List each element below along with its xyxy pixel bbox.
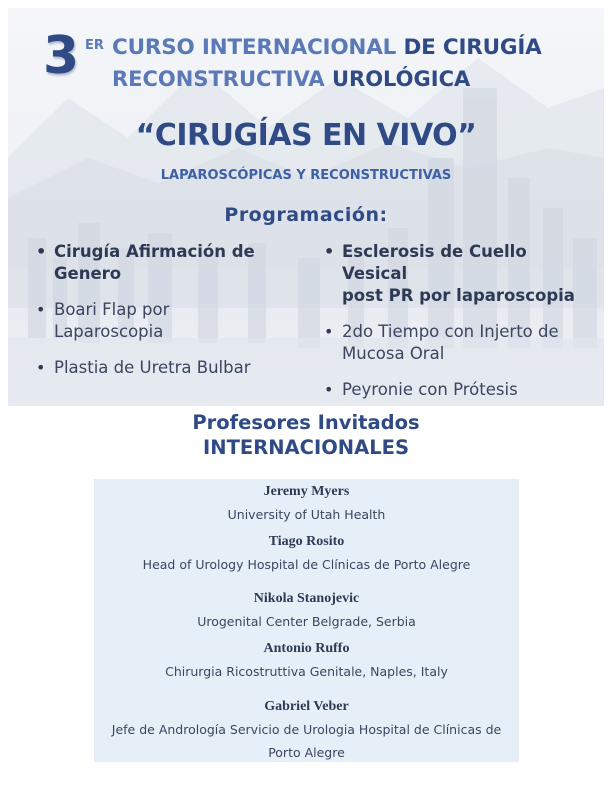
program-item — [322, 321, 592, 365]
professor-entry — [94, 590, 519, 633]
professor-affiliation: Chirurgia Ricostruttiva Genitale, Naples, Italy — [165, 664, 448, 679]
hero-banner — [8, 8, 604, 406]
professor-entry — [94, 698, 519, 764]
professor-name: Nikola Stanojevic — [253, 591, 360, 606]
bullet-icon: • — [324, 380, 334, 399]
title-line-1-part-1: CURSO INTERNACIONAL — [112, 35, 397, 60]
program-item-line-2: Genero — [54, 264, 122, 283]
professor-affiliation-line-1: Jefe de Andrología Servicio de Urologia Hospital de Clínicas de — [111, 722, 502, 737]
program-item — [322, 241, 592, 307]
professor-name: Gabriel Veber — [264, 699, 349, 714]
program-item-line-2: post PR por laparoscopia — [342, 286, 575, 305]
bullet-icon: • — [324, 242, 335, 261]
edition-number: 3 — [43, 26, 80, 86]
professor-affiliation: University of Utah Health — [227, 507, 386, 522]
subtitle: LAPAROSCÓPICAS Y RECONSTRUCTIVAS — [160, 168, 452, 183]
program-list-right — [322, 241, 592, 406]
professors-heading — [0, 410, 612, 460]
slogan: “CIRUGÍAS EN VIVO” — [135, 118, 477, 153]
professor-name: Antonio Ruffo — [263, 641, 350, 656]
program-item — [34, 299, 304, 343]
program-item — [34, 241, 304, 285]
professor-entry — [94, 640, 519, 683]
program-item — [34, 357, 304, 379]
title-line-2-part-1: RECONSTRUCTIVA — [112, 67, 325, 91]
professor-affiliation: Urogenital Center Belgrade, Serbia — [197, 614, 416, 629]
program-item-line-1: Plastia de Uretra Bulbar — [54, 358, 251, 377]
program-item-line-1: 2do Tiempo con Injerto de — [342, 322, 559, 341]
professor-entry — [94, 533, 519, 576]
professors-list — [94, 479, 519, 762]
program-item-line-1: Boari Flap por — [54, 300, 170, 319]
program-item-line-1: Esclerosis de Cuello Vesical — [342, 242, 527, 283]
program-item-line-2: Mucosa Oral — [342, 344, 445, 363]
title-line-1 — [112, 35, 592, 60]
title-block — [8, 8, 604, 406]
program-item-line-1: Peyronie con Prótesis — [342, 380, 518, 399]
program-list-left — [34, 241, 304, 393]
professor-affiliation-line-2: Porto Alegre — [268, 745, 345, 760]
program-item-line-2: Laparoscopia — [54, 322, 164, 341]
professor-entry — [94, 483, 519, 526]
professor-name: Jeremy Myers — [263, 484, 350, 499]
program-item-line-1: Cirugía Afirmación de — [54, 242, 255, 261]
program-item — [322, 379, 592, 401]
title-line-2 — [112, 67, 592, 91]
bullet-icon: • — [36, 242, 47, 261]
title-line-1-part-2: DE CIRUGÍA — [403, 35, 542, 60]
edition-suffix: ER — [85, 38, 104, 53]
bullet-icon: • — [324, 322, 334, 341]
bullet-icon: • — [36, 300, 46, 319]
title-line-2-part-2: UROLÓGICA — [331, 67, 471, 91]
professor-affiliation: Head of Urology Hospital de Clínicas de Porto Alegre — [142, 557, 471, 572]
professor-name: Tiago Rosito — [268, 534, 345, 549]
bullet-icon: • — [36, 358, 46, 377]
program-heading: Programación: — [224, 204, 388, 226]
professors-heading-line-2: INTERNACIONALES — [203, 436, 409, 459]
professors-heading-line-1: Profesores Invitados — [192, 411, 420, 434]
